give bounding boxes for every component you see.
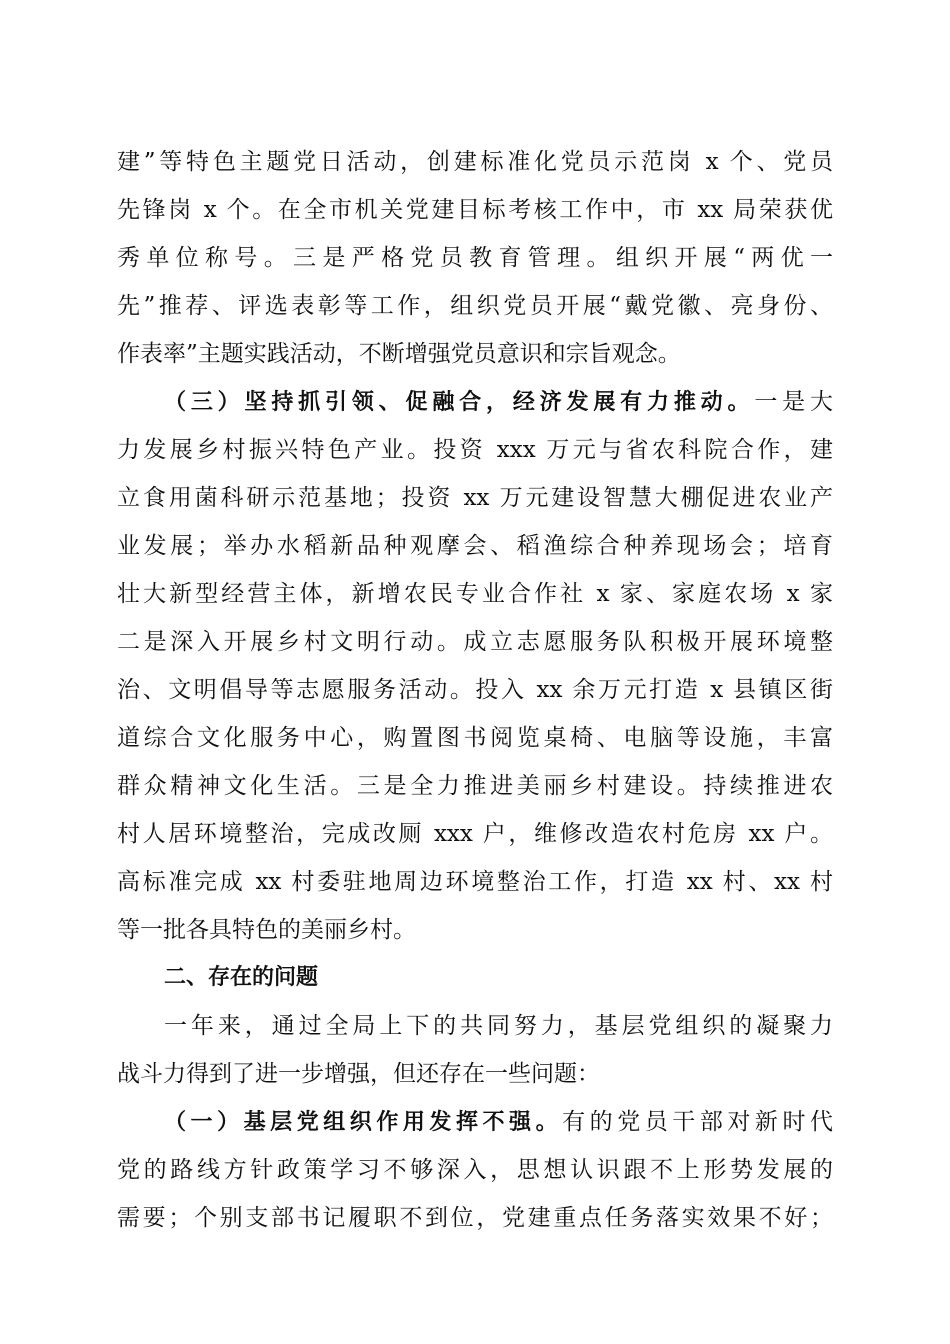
body-line: 村人居环境整治，完成改厕 xxx 户，维修改造农村危房 xx 户。 — [117, 821, 833, 847]
body-line: 先”推荐、评选表彰等工作，组织党员开展“戴党徽、亮身份、 — [117, 293, 833, 319]
body-line: 党的路线方针政策学习不够深入，思想认识跟不上形势发展的 — [117, 1157, 833, 1183]
section-heading: 二、存在的问题 — [164, 965, 319, 990]
body-line: 壮大新型经营主体，新增农民专业合作社 x 家、家庭农场 x 家 — [117, 581, 833, 607]
body-line: 需要；个别支部书记履职不到位，党建重点任务落实效果不好； — [117, 1205, 833, 1231]
body-line: 群众精神文化生活。三是全力推进美丽乡村建设。持续推进农 — [117, 773, 833, 799]
body-line: 高标准完成 xx 村委驻地周边环境整治工作，打造 xx 村、xx 村 — [117, 869, 833, 895]
problem-1-first-text: 有的党员干部对新时代 — [562, 1109, 833, 1135]
body-line: 立食用菌科研示范基地；投资 xx 万元建设智慧大棚促进农业产 — [117, 485, 833, 511]
body-line: 治、文明倡导等志愿服务活动。投入 xx 余万元打造 x 县镇区街 — [117, 677, 833, 703]
body-line: 力发展乡村振兴特色产业。投资 xxx 万元与省农科院合作，建 — [117, 437, 833, 463]
paragraph-3-first-text: 一是大 — [754, 389, 833, 415]
body-line: 战斗力得到了进一步增强，但还存在一些问题： — [117, 1061, 600, 1087]
body-line: 二是深入开展乡村文明行动。成立志愿服务队积极开展环境整 — [117, 629, 833, 655]
body-line: 一年来，通过全局上下的共同努力，基层党组织的凝聚力 — [164, 1013, 833, 1039]
body-line: 先锋岗 x 个。在全市机关党建目标考核工作中，市 xx 局荣获优 — [117, 197, 833, 223]
body-line: 等一批各具特色的美丽乡村。 — [117, 917, 416, 943]
body-line: 道综合文化服务中心，购置图书阅览桌椅、电脑等设施，丰富 — [117, 725, 833, 751]
body-line: 作表率”主题实践活动，不断增强党员意识和宗旨观念。 — [117, 341, 681, 367]
body-line: 秀单位称号。三是严格党员教育管理。组织开展“两优一 — [117, 245, 833, 271]
problem-1-first-line — [164, 1102, 833, 1142]
body-line: 建”等特色主题党日活动，创建标准化党员示范岗 x 个、党员 — [117, 149, 833, 175]
body-line: 业发展；举办水稻新品种观摩会、稻渔综合种养现场会；培育 — [117, 533, 833, 559]
paragraph-3-heading: （三）坚持抓引领、促融合，经济发展有力推动。 — [164, 390, 755, 415]
problem-1-heading: （一）基层党组织作用发挥不强。 — [164, 1110, 563, 1135]
paragraph-3-first-line — [164, 382, 833, 422]
